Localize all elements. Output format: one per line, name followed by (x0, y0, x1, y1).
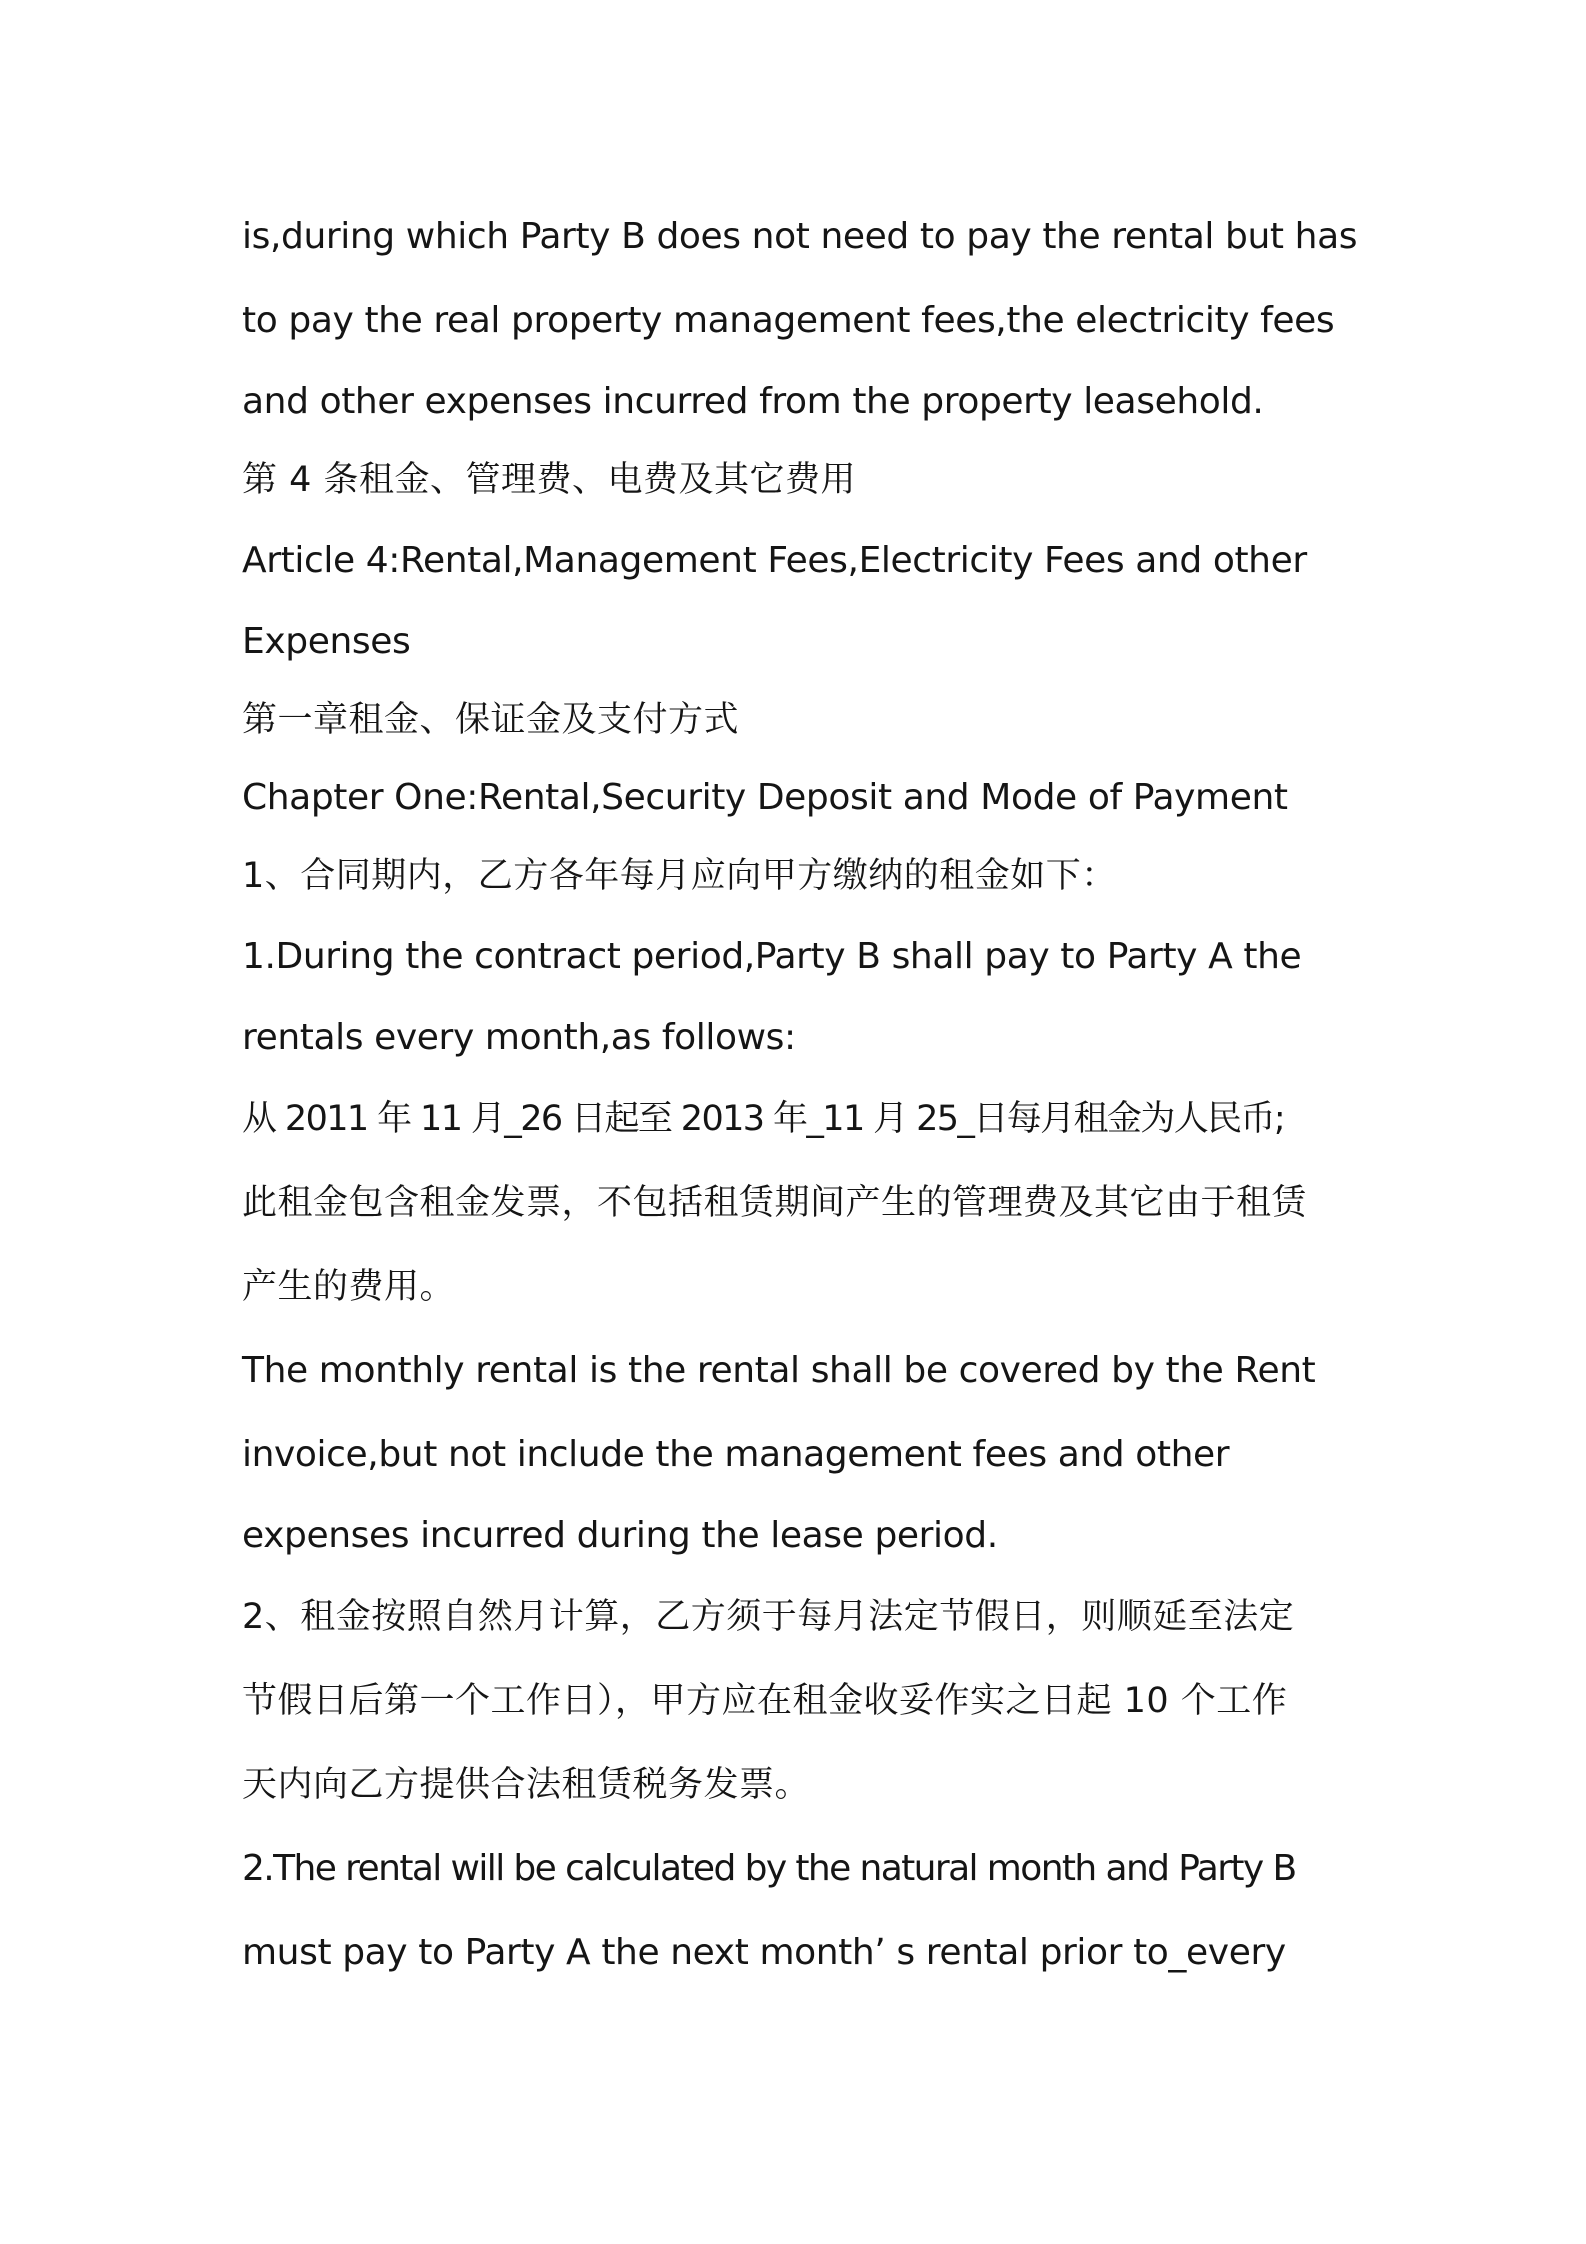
clause-1-en: 1.During the contract period,Party B shall pay to Party A the (242, 936, 1302, 977)
monthly-rental-en-end: expenses incurred during the lease period. (242, 1515, 998, 1556)
text-line-2: to pay the real property management fees,the electricity fees (242, 300, 1335, 341)
monthly-rental-en: The monthly rental is the rental shall be covered by the Rent (242, 1350, 1316, 1391)
clause-1-en-cont: rentals every month,as follows: (242, 1017, 796, 1058)
rent-includes-zh-cont: 产生的费用。 (242, 1267, 456, 1307)
clause-2-en-cont: must pay to Party A the next month’ s rental prior to_every (242, 1932, 1286, 1973)
clause-2-zh: 2、租金按照自然月计算，乙方须于每月法定节假日，则顺延至法定 (242, 1597, 1295, 1637)
article-4-heading-en-cont: Expenses (242, 621, 411, 662)
document-body (242, 195, 1362, 1995)
clause-2-zh-end: 天内向乙方提供合法租赁税务发票。 (242, 1765, 811, 1805)
clause-2-en: 2.The rental will be calculated by the natural month and Party B (242, 1848, 1296, 1889)
text-line-1: is,during which Party B does not need to pay the rental but has (242, 216, 1358, 257)
clause-2-zh-cont: 节假日后第一个工作日），甲方应在租金收妥作实之日起 10 个工作 (242, 1681, 1288, 1721)
chapter-one-heading-zh: 第一章租金、保证金及支付方式 (242, 700, 740, 740)
clause-1-zh: 1、合同期内，乙方各年每月应向甲方缴纳的租金如下： (242, 856, 1117, 896)
article-4-heading-zh: 第 4 条租金、管理费、电费及其它费用 (242, 460, 857, 500)
article-4-heading-en: Article 4:Rental,Management Fees,Electricity Fees and other (242, 540, 1307, 581)
monthly-rental-en-cont: invoice,but not include the management fees and other (242, 1434, 1230, 1475)
rent-includes-zh: 此租金包含租金发票，不包括租赁期间产生的管理费及其它由于租赁 (242, 1183, 1308, 1223)
text-line-3: and other expenses incurred from the property leasehold. (242, 381, 1264, 422)
rent-period-zh: 从 2011 年 11 月_26 日起至 2013 年_11 月 25_日每月租金为人民币; (242, 1099, 1285, 1139)
chapter-one-heading-en: Chapter One:Rental,Security Deposit and Mode of Payment (242, 777, 1288, 818)
